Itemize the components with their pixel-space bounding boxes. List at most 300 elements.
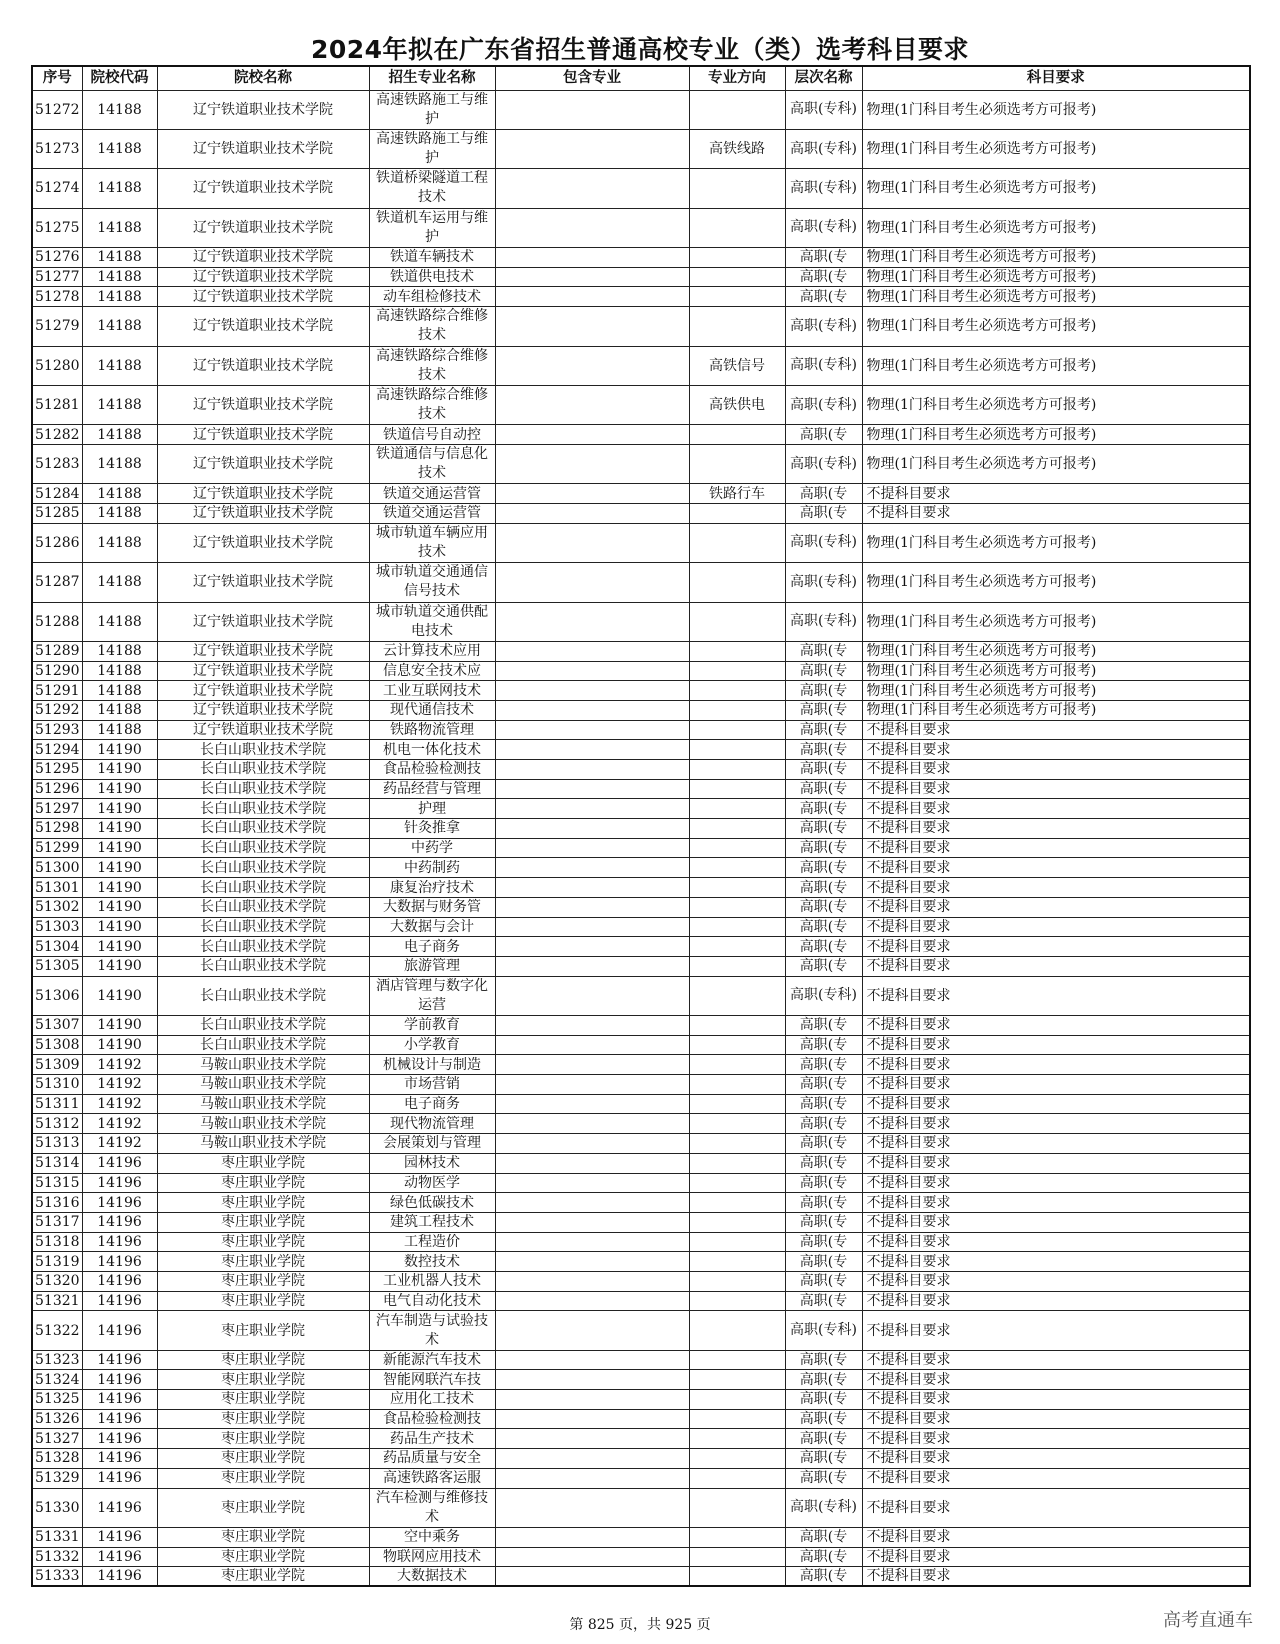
header-id: 序号	[32, 66, 82, 90]
cell-school-code: 14190	[82, 740, 157, 760]
header-subject-requirement: 科目要求	[862, 66, 1250, 90]
cell-subject-requirement: 不提科目要求	[862, 956, 1250, 976]
cell-included-majors	[495, 1134, 689, 1154]
cell-school-code: 14190	[82, 858, 157, 878]
cell-id: 51298	[32, 819, 82, 839]
cell-subject-requirement: 不提科目要求	[862, 1527, 1250, 1547]
table-row	[32, 267, 1250, 287]
cell-major-name: 食品检验检测技	[369, 1409, 495, 1429]
cell-major-direction	[689, 425, 785, 445]
cell-level: 高职(专	[785, 1075, 862, 1095]
cell-subject-requirement: 物理(1门科目考生必须选考方可报考)	[862, 346, 1250, 385]
cell-major-direction	[689, 169, 785, 208]
table-row	[32, 1488, 1250, 1527]
cell-school-name: 辽宁铁道职业技术学院	[157, 346, 369, 385]
cell-level: 高职(专科)	[785, 444, 862, 483]
cell-subject-requirement: 不提科目要求	[862, 1193, 1250, 1213]
table-row	[32, 779, 1250, 799]
cell-school-name: 马鞍山职业技术学院	[157, 1114, 369, 1134]
cell-school-code: 14196	[82, 1232, 157, 1252]
cell-id: 51330	[32, 1488, 82, 1527]
cell-school-name: 辽宁铁道职业技术学院	[157, 287, 369, 307]
cell-school-code: 14188	[82, 700, 157, 720]
cell-id: 51292	[32, 700, 82, 720]
cell-school-name: 辽宁铁道职业技术学院	[157, 248, 369, 268]
table-row	[32, 1035, 1250, 1055]
cell-school-name: 长白山职业技术学院	[157, 878, 369, 898]
cell-school-code: 14196	[82, 1271, 157, 1291]
cell-included-majors	[495, 169, 689, 208]
cell-school-code: 14190	[82, 878, 157, 898]
cell-school-name: 枣庄职业学院	[157, 1173, 369, 1193]
cell-major-name: 高速铁路客运服	[369, 1468, 495, 1488]
cell-major-direction	[689, 248, 785, 268]
cell-school-name: 长白山职业技术学院	[157, 1035, 369, 1055]
cell-id: 51304	[32, 937, 82, 957]
cell-included-majors	[495, 444, 689, 483]
cell-school-code: 14196	[82, 1153, 157, 1173]
cell-school-name: 辽宁铁道职业技术学院	[157, 169, 369, 208]
cell-school-name: 辽宁铁道职业技术学院	[157, 720, 369, 740]
cell-included-majors	[495, 1212, 689, 1232]
cell-subject-requirement: 不提科目要求	[862, 1232, 1250, 1252]
cell-subject-requirement: 不提科目要求	[862, 976, 1250, 1015]
cell-included-majors	[495, 523, 689, 562]
cell-level: 高职(专	[785, 1193, 862, 1213]
cell-major-name: 物联网应用技术	[369, 1547, 495, 1567]
cell-major-direction	[689, 1075, 785, 1095]
cell-id: 51313	[32, 1134, 82, 1154]
cell-included-majors	[495, 1075, 689, 1095]
cell-school-code: 14196	[82, 1311, 157, 1350]
cell-subject-requirement: 不提科目要求	[862, 858, 1250, 878]
table-row	[32, 90, 1250, 129]
cell-included-majors	[495, 425, 689, 445]
cell-school-name: 枣庄职业学院	[157, 1527, 369, 1547]
cell-major-direction	[689, 956, 785, 976]
cell-subject-requirement: 不提科目要求	[862, 1449, 1250, 1469]
cell-id: 51316	[32, 1193, 82, 1213]
cell-major-name: 建筑工程技术	[369, 1212, 495, 1232]
cell-level: 高职(专	[785, 1035, 862, 1055]
cell-subject-requirement: 物理(1门科目考生必须选考方可报考)	[862, 641, 1250, 661]
cell-included-majors	[495, 1291, 689, 1311]
cell-school-name: 枣庄职业学院	[157, 1370, 369, 1390]
cell-school-code: 14188	[82, 602, 157, 641]
cell-school-name: 枣庄职业学院	[157, 1567, 369, 1587]
cell-school-code: 14188	[82, 208, 157, 247]
cell-subject-requirement: 物理(1门科目考生必须选考方可报考)	[862, 700, 1250, 720]
cell-id: 51289	[32, 641, 82, 661]
cell-id: 51317	[32, 1212, 82, 1232]
cell-id: 51329	[32, 1468, 82, 1488]
table-row	[32, 523, 1250, 562]
cell-included-majors	[495, 1409, 689, 1429]
cell-school-code: 14188	[82, 720, 157, 740]
cell-school-name: 长白山职业技术学院	[157, 937, 369, 957]
cell-subject-requirement: 不提科目要求	[862, 1114, 1250, 1134]
cell-major-name: 园林技术	[369, 1153, 495, 1173]
cell-major-name: 食品检验检测技	[369, 760, 495, 780]
cell-school-code: 14192	[82, 1094, 157, 1114]
cell-level: 高职(专	[785, 641, 862, 661]
cell-id: 51306	[32, 976, 82, 1015]
table-row	[32, 484, 1250, 504]
cell-level: 高职(专科)	[785, 129, 862, 168]
header-major-direction: 专业方向	[689, 66, 785, 90]
cell-level: 高职(专	[785, 1429, 862, 1449]
cell-major-direction	[689, 602, 785, 641]
cell-major-direction	[689, 917, 785, 937]
cell-level: 高职(专	[785, 287, 862, 307]
cell-subject-requirement: 不提科目要求	[862, 897, 1250, 917]
cell-major-name: 工程造价	[369, 1232, 495, 1252]
cell-major-name: 数控技术	[369, 1252, 495, 1272]
cell-major-direction	[689, 267, 785, 287]
cell-school-code: 14192	[82, 1114, 157, 1134]
cell-major-name: 汽车制造与试验技术	[369, 1311, 495, 1350]
cell-included-majors	[495, 307, 689, 346]
cell-school-code: 14196	[82, 1527, 157, 1547]
cell-school-code: 14196	[82, 1193, 157, 1213]
cell-major-direction	[689, 779, 785, 799]
cell-id: 51284	[32, 484, 82, 504]
cell-school-name: 马鞍山职业技术学院	[157, 1075, 369, 1095]
cell-level: 高职(专	[785, 1350, 862, 1370]
cell-school-name: 辽宁铁道职业技术学院	[157, 641, 369, 661]
table-row	[32, 248, 1250, 268]
header-school-name: 院校名称	[157, 66, 369, 90]
cell-subject-requirement: 不提科目要求	[862, 484, 1250, 504]
cell-major-name: 大数据与财务管	[369, 897, 495, 917]
cell-school-code: 14190	[82, 897, 157, 917]
cell-id: 51327	[32, 1429, 82, 1449]
cell-major-direction	[689, 1153, 785, 1173]
cell-included-majors	[495, 267, 689, 287]
cell-major-name: 机电一体化技术	[369, 740, 495, 760]
cell-level: 高职(专	[785, 661, 862, 681]
cell-level: 高职(专科)	[785, 1311, 862, 1350]
cell-included-majors	[495, 937, 689, 957]
cell-level: 高职(专	[785, 1252, 862, 1272]
cell-school-name: 枣庄职业学院	[157, 1488, 369, 1527]
header-school-code: 院校代码	[82, 66, 157, 90]
cell-school-name: 辽宁铁道职业技术学院	[157, 563, 369, 602]
cell-id: 51299	[32, 838, 82, 858]
cell-school-code: 14190	[82, 799, 157, 819]
cell-school-name: 辽宁铁道职业技术学院	[157, 681, 369, 701]
cell-major-direction	[689, 444, 785, 483]
cell-major-name: 城市轨道交通供配电技术	[369, 602, 495, 641]
cell-school-name: 枣庄职业学院	[157, 1232, 369, 1252]
cell-level: 高职(专	[785, 720, 862, 740]
cell-id: 51305	[32, 956, 82, 976]
table-row	[32, 838, 1250, 858]
table-row	[32, 661, 1250, 681]
table-row	[32, 740, 1250, 760]
cell-id: 51331	[32, 1527, 82, 1547]
table-row	[32, 1173, 1250, 1193]
cell-subject-requirement: 不提科目要求	[862, 799, 1250, 819]
cell-major-direction: 高铁信号	[689, 346, 785, 385]
cell-id: 51326	[32, 1409, 82, 1429]
table-row	[32, 1409, 1250, 1429]
cell-id: 51314	[32, 1153, 82, 1173]
cell-school-name: 辽宁铁道职业技术学院	[157, 484, 369, 504]
cell-school-name: 辽宁铁道职业技术学院	[157, 385, 369, 424]
cell-id: 51300	[32, 858, 82, 878]
cell-school-code: 14190	[82, 917, 157, 937]
cell-subject-requirement: 不提科目要求	[862, 1055, 1250, 1075]
cell-subject-requirement: 物理(1门科目考生必须选考方可报考)	[862, 129, 1250, 168]
cell-major-name: 新能源汽车技术	[369, 1350, 495, 1370]
page-footer: 第 825 页，共 925 页	[569, 1617, 711, 1633]
cell-included-majors	[495, 740, 689, 760]
cell-included-majors	[495, 1016, 689, 1036]
cell-major-direction	[689, 1252, 785, 1272]
cell-id: 51279	[32, 307, 82, 346]
table-row	[32, 169, 1250, 208]
cell-level: 高职(专	[785, 838, 862, 858]
cell-included-majors	[495, 897, 689, 917]
cell-level: 高职(专	[785, 1567, 862, 1587]
header-included-majors: 包含专业	[495, 66, 689, 90]
cell-major-direction	[689, 1291, 785, 1311]
cell-major-name: 动车组检修技术	[369, 287, 495, 307]
cell-school-name: 长白山职业技术学院	[157, 779, 369, 799]
cell-major-name: 铁道桥梁隧道工程技术	[369, 169, 495, 208]
cell-subject-requirement: 不提科目要求	[862, 1016, 1250, 1036]
cell-included-majors	[495, 1114, 689, 1134]
cell-major-direction	[689, 1429, 785, 1449]
cell-subject-requirement: 物理(1门科目考生必须选考方可报考)	[862, 681, 1250, 701]
cell-school-code: 14196	[82, 1370, 157, 1390]
cell-major-name: 汽车检测与维修技术	[369, 1488, 495, 1527]
cell-major-direction	[689, 740, 785, 760]
cell-school-code: 14196	[82, 1252, 157, 1272]
cell-major-direction	[689, 819, 785, 839]
cell-level: 高职(专科)	[785, 169, 862, 208]
table-row	[32, 208, 1250, 247]
cell-id: 51308	[32, 1035, 82, 1055]
cell-level: 高职(专	[785, 956, 862, 976]
cell-major-name: 机械设计与制造	[369, 1055, 495, 1075]
cell-included-majors	[495, 641, 689, 661]
cell-major-name: 铁道交通运营管	[369, 484, 495, 504]
cell-id: 51285	[32, 504, 82, 524]
cell-major-direction	[689, 1350, 785, 1370]
cell-id: 51320	[32, 1271, 82, 1291]
cell-included-majors	[495, 720, 689, 740]
cell-school-name: 辽宁铁道职业技术学院	[157, 425, 369, 445]
cell-major-name: 铁道供电技术	[369, 267, 495, 287]
cell-school-name: 长白山职业技术学院	[157, 976, 369, 1015]
cell-major-name: 护理	[369, 799, 495, 819]
cell-school-name: 辽宁铁道职业技术学院	[157, 661, 369, 681]
cell-major-name: 高速铁路施工与维护	[369, 129, 495, 168]
cell-major-direction	[689, 661, 785, 681]
cell-included-majors	[495, 129, 689, 168]
cell-school-code: 14190	[82, 937, 157, 957]
cell-level: 高职(专科)	[785, 208, 862, 247]
cell-subject-requirement: 不提科目要求	[862, 1094, 1250, 1114]
cell-school-name: 长白山职业技术学院	[157, 760, 369, 780]
table-row	[32, 976, 1250, 1015]
cell-level: 高职(专	[785, 1409, 862, 1429]
cell-included-majors	[495, 563, 689, 602]
cell-major-name: 药品生产技术	[369, 1429, 495, 1449]
cell-major-name: 酒店管理与数字化运营	[369, 976, 495, 1015]
cell-level: 高职(专	[785, 779, 862, 799]
cell-id: 51309	[32, 1055, 82, 1075]
cell-level: 高职(专科)	[785, 602, 862, 641]
cell-level: 高职(专	[785, 1527, 862, 1547]
cell-level: 高职(专	[785, 1173, 862, 1193]
table-row	[32, 1527, 1250, 1547]
table-row	[32, 1075, 1250, 1095]
cell-major-direction	[689, 760, 785, 780]
table-row	[32, 307, 1250, 346]
cell-subject-requirement: 物理(1门科目考生必须选考方可报考)	[862, 563, 1250, 602]
cell-major-direction	[689, 897, 785, 917]
cell-school-code: 14196	[82, 1567, 157, 1587]
cell-included-majors	[495, 602, 689, 641]
cell-included-majors	[495, 385, 689, 424]
table-row	[32, 346, 1250, 385]
cell-school-name: 枣庄职业学院	[157, 1153, 369, 1173]
cell-major-direction	[689, 858, 785, 878]
cell-school-name: 枣庄职业学院	[157, 1252, 369, 1272]
table-row	[32, 129, 1250, 168]
cell-subject-requirement: 不提科目要求	[862, 1370, 1250, 1390]
cell-included-majors	[495, 1468, 689, 1488]
cell-subject-requirement: 不提科目要求	[862, 1134, 1250, 1154]
cell-school-name: 长白山职业技术学院	[157, 838, 369, 858]
cell-major-direction: 高铁供电	[689, 385, 785, 424]
cell-included-majors	[495, 1429, 689, 1449]
cell-school-code: 14188	[82, 129, 157, 168]
cell-included-majors	[495, 1055, 689, 1075]
table-row	[32, 700, 1250, 720]
cell-major-name: 城市轨道车辆应用技术	[369, 523, 495, 562]
cell-major-name: 铁道交通运营管	[369, 504, 495, 524]
cell-included-majors	[495, 799, 689, 819]
cell-subject-requirement: 物理(1门科目考生必须选考方可报考)	[862, 602, 1250, 641]
cell-school-code: 14188	[82, 563, 157, 602]
cell-id: 51281	[32, 385, 82, 424]
cell-included-majors	[495, 1370, 689, 1390]
cell-level: 高职(专	[785, 504, 862, 524]
cell-major-name: 铁道机车运用与维护	[369, 208, 495, 247]
cell-school-code: 14192	[82, 1075, 157, 1095]
table-row	[32, 681, 1250, 701]
table-row	[32, 917, 1250, 937]
cell-included-majors	[495, 779, 689, 799]
table-row	[32, 897, 1250, 917]
cell-subject-requirement: 不提科目要求	[862, 1547, 1250, 1567]
table-row	[32, 878, 1250, 898]
cell-school-code: 14188	[82, 523, 157, 562]
cell-school-name: 长白山职业技术学院	[157, 956, 369, 976]
cell-subject-requirement: 物理(1门科目考生必须选考方可报考)	[862, 307, 1250, 346]
table-row	[32, 1252, 1250, 1272]
cell-major-direction	[689, 1134, 785, 1154]
cell-school-code: 14190	[82, 779, 157, 799]
cell-school-code: 14188	[82, 661, 157, 681]
cell-included-majors	[495, 1567, 689, 1587]
cell-major-direction	[689, 1567, 785, 1587]
cell-school-code: 14196	[82, 1291, 157, 1311]
cell-major-direction	[689, 1055, 785, 1075]
cell-subject-requirement: 物理(1门科目考生必须选考方可报考)	[862, 385, 1250, 424]
cell-id: 51278	[32, 287, 82, 307]
cell-school-code: 14188	[82, 169, 157, 208]
cell-level: 高职(专	[785, 819, 862, 839]
cell-major-name: 信息安全技术应	[369, 661, 495, 681]
cell-level: 高职(专科)	[785, 523, 862, 562]
cell-major-name: 高速铁路施工与维护	[369, 90, 495, 129]
cell-id: 51276	[32, 248, 82, 268]
cell-school-name: 枣庄职业学院	[157, 1468, 369, 1488]
cell-major-direction	[689, 1094, 785, 1114]
cell-subject-requirement: 不提科目要求	[862, 1488, 1250, 1527]
cell-included-majors	[495, 1153, 689, 1173]
cell-school-name: 辽宁铁道职业技术学院	[157, 523, 369, 562]
cell-major-direction	[689, 1468, 785, 1488]
table-row	[32, 287, 1250, 307]
cell-subject-requirement: 不提科目要求	[862, 1567, 1250, 1587]
cell-level: 高职(专	[785, 897, 862, 917]
cell-level: 高职(专	[785, 681, 862, 701]
cell-major-direction	[689, 1370, 785, 1390]
cell-school-name: 长白山职业技术学院	[157, 897, 369, 917]
cell-subject-requirement: 不提科目要求	[862, 1212, 1250, 1232]
cell-id: 51286	[32, 523, 82, 562]
cell-school-code: 14188	[82, 641, 157, 661]
cell-school-code: 14188	[82, 307, 157, 346]
cell-id: 51324	[32, 1370, 82, 1390]
cell-school-name: 辽宁铁道职业技术学院	[157, 700, 369, 720]
cell-major-name: 高速铁路综合维修技术	[369, 346, 495, 385]
cell-major-direction: 高铁线路	[689, 129, 785, 168]
cell-major-name: 电子商务	[369, 937, 495, 957]
table-row	[32, 504, 1250, 524]
header-level: 层次名称	[785, 66, 862, 90]
cell-level: 高职(专	[785, 1390, 862, 1410]
cell-subject-requirement: 物理(1门科目考生必须选考方可报考)	[862, 267, 1250, 287]
brand-watermark: 高考直通车	[1163, 1610, 1253, 1631]
table-row	[32, 425, 1250, 445]
cell-subject-requirement: 不提科目要求	[862, 1173, 1250, 1193]
cell-level: 高职(专科)	[785, 346, 862, 385]
cell-school-name: 枣庄职业学院	[157, 1212, 369, 1232]
cell-major-name: 铁道信号自动控	[369, 425, 495, 445]
table-row	[32, 720, 1250, 740]
cell-subject-requirement: 不提科目要求	[862, 1252, 1250, 1272]
table-row	[32, 602, 1250, 641]
table-row	[32, 1449, 1250, 1469]
cell-subject-requirement: 不提科目要求	[862, 1468, 1250, 1488]
cell-major-name: 高速铁路综合维修技术	[369, 307, 495, 346]
cell-major-name: 大数据与会计	[369, 917, 495, 937]
cell-included-majors	[495, 700, 689, 720]
cell-major-direction	[689, 208, 785, 247]
cell-id: 51315	[32, 1173, 82, 1193]
table-row	[32, 1311, 1250, 1350]
table-row	[32, 1134, 1250, 1154]
cell-major-name: 药品质量与安全	[369, 1449, 495, 1469]
cell-subject-requirement: 不提科目要求	[862, 838, 1250, 858]
